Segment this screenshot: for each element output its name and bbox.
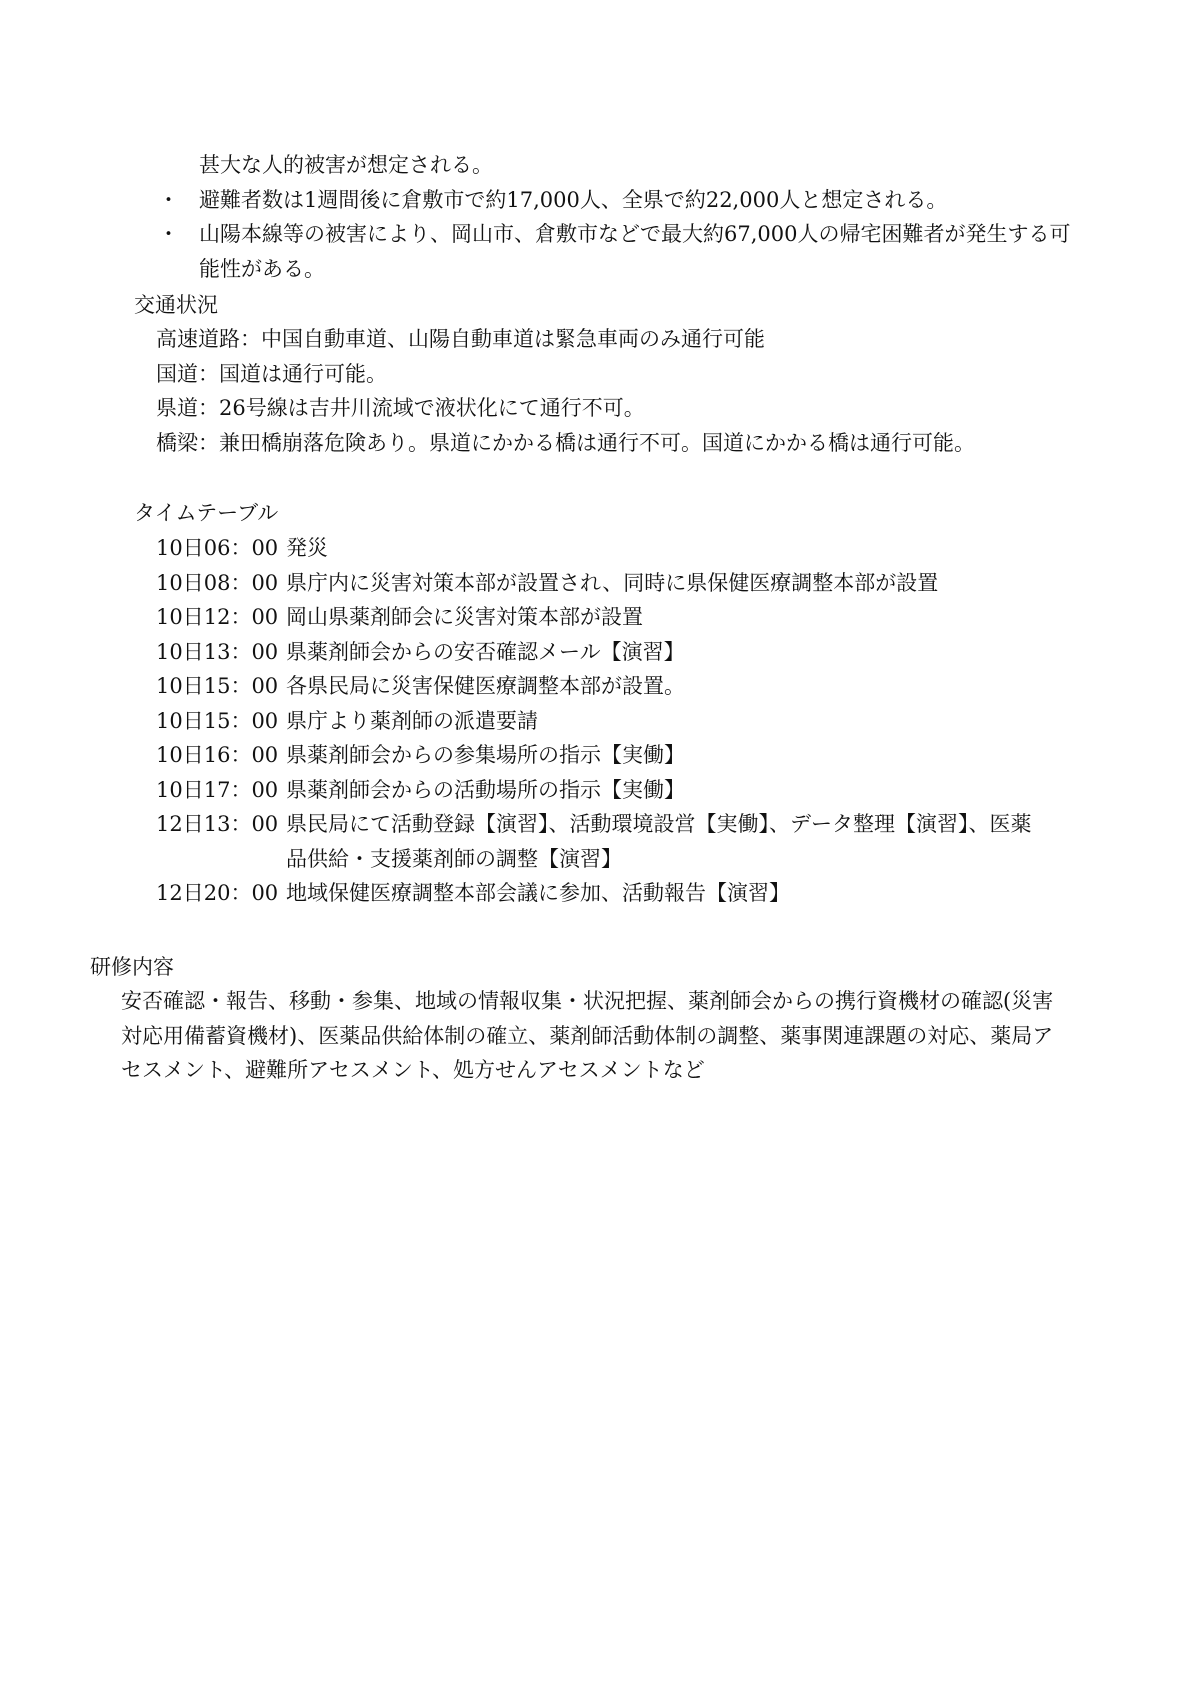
timetable-time: 10日15：00 xyxy=(156,674,279,698)
traffic-heading: 交通状況 xyxy=(134,293,218,317)
timetable-time: 10日16：00 xyxy=(156,743,279,767)
table-row xyxy=(156,600,1096,635)
timetable-event: 県庁より薬剤師の派遣要請 xyxy=(286,708,538,733)
timetable-event: 県薬剤師会からの参集場所の指示【実働】 xyxy=(286,743,685,767)
timetable-time: 10日08：00 xyxy=(156,570,279,595)
table-row xyxy=(156,669,1096,704)
timetable-time: 10日13：00 xyxy=(156,639,279,664)
timetable-time: 12日13：00 xyxy=(156,812,279,836)
table-row xyxy=(156,876,1096,911)
traffic-national-road: 国道：国道は通行可能。 xyxy=(156,361,387,386)
timetable-time: 10日12：00 xyxy=(156,605,279,629)
table-row xyxy=(156,531,1096,566)
bullet-line: 能性がある。 xyxy=(199,256,325,281)
training-body xyxy=(121,984,1053,1088)
training-heading: 研修内容 xyxy=(90,955,174,979)
list-item xyxy=(158,217,1071,286)
bullet-line: 避難者数は1週間後に倉敷市で約17,000人、全県で約22,000人と想定される。 xyxy=(199,187,948,212)
traffic-list xyxy=(156,322,975,460)
timetable-event: 各県民局に災害保健医療調整本部が設置。 xyxy=(286,674,685,698)
timetable-heading: タイムテーブル xyxy=(134,501,279,525)
table-row xyxy=(156,738,1096,773)
table-row xyxy=(156,807,1096,876)
timetable-time: 10日17：00 xyxy=(156,777,279,802)
table-row xyxy=(156,773,1096,808)
bullet-marker: ・ xyxy=(158,222,179,246)
timetable-event-line: 県民局にて活動登録【演習】、活動環境設営【実働】、データ整理【演習】、医薬 xyxy=(286,812,1032,836)
table-row xyxy=(156,635,1096,670)
timetable-time: 12日20：00 xyxy=(156,881,279,905)
bullet-marker: ・ xyxy=(158,187,179,212)
timetable-event: 県薬剤師会からの安否確認メール【演習】 xyxy=(286,639,685,664)
timetable-event: 県薬剤師会からの活動場所の指示【実働】 xyxy=(286,777,685,802)
bullet-line: 山陽本線等の被害により、岡山市、倉敷市などで最大約67,000人の帰宅困難者が発生する可 xyxy=(199,222,1071,246)
timetable-event: 岡山県薬剤師会に災害対策本部が設置 xyxy=(286,605,643,629)
timetable-event xyxy=(286,807,1032,876)
timetable-time: 10日15：00 xyxy=(156,708,279,733)
table-row xyxy=(156,704,1096,739)
timetable xyxy=(156,531,1096,911)
training-line: 対応用備蓄資機材)、医薬品供給体制の確立、薬剤師活動体制の調整、薬事関連課題の対応、薬局ア xyxy=(121,1023,1054,1048)
list-item xyxy=(158,183,1070,218)
training-line: 安否確認・報告、移動・参集、地域の情報収集・状況把握、薬剤師会からの携行資機材の確認(災害 xyxy=(121,989,1054,1013)
timetable-event: 発災 xyxy=(286,536,328,560)
timetable-event: 県庁内に災害対策本部が設置され、同時に県保健医療調整本部が設置 xyxy=(286,570,939,595)
traffic-highway: 高速道路：中国自動車道、山陽自動車道は緊急車両のみ通行可能 xyxy=(156,327,765,351)
timetable-time: 10日06：00 xyxy=(156,536,279,560)
training-line: セスメント、避難所アセスメント、処方せんアセスメントなど xyxy=(121,1058,705,1082)
timetable-event: 地域保健医療調整本部会議に参加、活動報告【演習】 xyxy=(286,881,790,905)
timetable-event-line: 品供給・支援薬剤師の調整【演習】 xyxy=(286,846,622,871)
table-row xyxy=(156,566,1096,601)
damage-section xyxy=(158,148,1071,286)
traffic-prefectural-road: 県道：26号線は吉井川流域で液状化にて通行不可。 xyxy=(156,396,645,420)
damage-continued-line: 甚大な人的被害が想定される。 xyxy=(199,153,493,177)
traffic-bridges: 橋梁：兼田橋崩落危険あり。県道にかかる橋は通行不可。国道にかかる橋は通行可能。 xyxy=(156,430,975,455)
